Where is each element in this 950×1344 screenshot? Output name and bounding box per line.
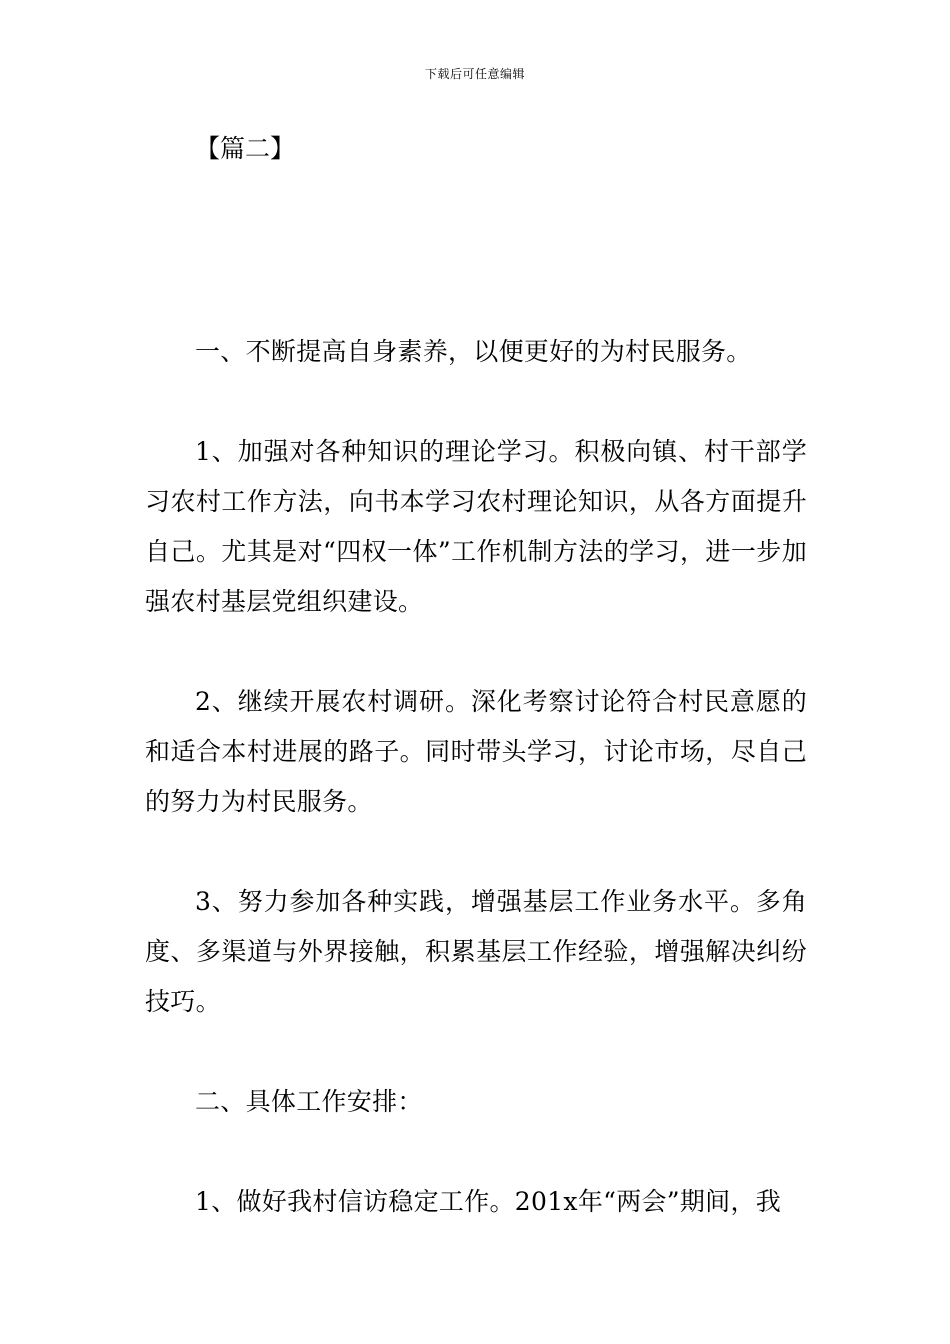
document-body (145, 327, 807, 1227)
header-note: 下载后可任意编辑 (424, 67, 525, 81)
paragraph-item-2: 2、继续开展农村调研。深化考察讨论符合村民意愿的和适合本村进展的路子。同时带头学习，讨论市场，尽自己的努力为村民服务。 (145, 687, 807, 816)
section-heading: 【篇二】 (195, 134, 296, 163)
paragraph-item-1: 1、加强对各种知识的理论学习。积极向镇、村干部学习农村工作方法，向书本学习农村理论知识，从各方面提升自己。尤其是对“四权一体”工作机制方法的学习，进一步加强农村基层党组织建设。 (145, 437, 807, 616)
paragraph-item-3: 3、努力参加各种实践，增强基层工作业务水平。多角度、多渠道与外界接触，积累基层工作经验，增强解决纠纷技巧。 (145, 887, 807, 1016)
heading-section-one: 一、不断提高自身素养，以便更好的为村民服务。 (195, 337, 752, 366)
paragraph-work-item-1: 1、做好我村信访稳定工作。201x年“两会”期间，我 (195, 1187, 782, 1216)
heading-section-two: 二、具体工作安排： (195, 1087, 423, 1116)
